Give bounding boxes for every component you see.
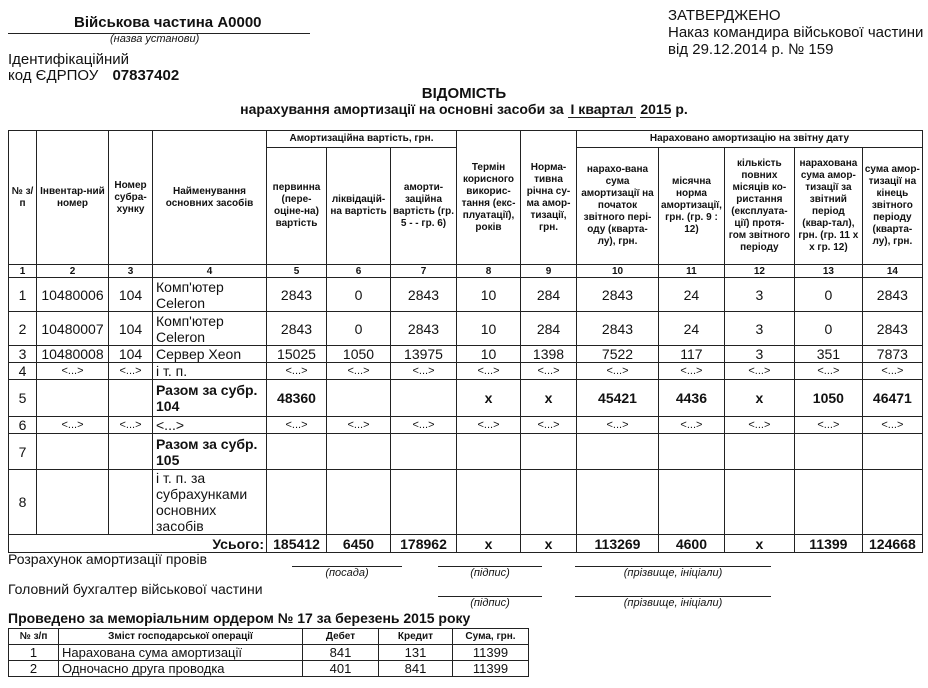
table-cell xyxy=(267,470,327,535)
subtitle-suffix: р. xyxy=(675,101,688,117)
table-row xyxy=(9,380,923,417)
col-number: 9 xyxy=(521,265,577,278)
table-cell: х xyxy=(457,380,521,417)
total-cell: 124668 xyxy=(862,535,922,553)
table-cell xyxy=(391,434,457,470)
table-cell: <...> xyxy=(327,417,391,434)
row-number: 7 xyxy=(9,434,37,470)
table-cell: <...> xyxy=(521,417,577,434)
row-number: 4 xyxy=(9,363,37,380)
table-cell: 1398 xyxy=(521,346,577,363)
memo-row xyxy=(9,661,529,677)
table-row xyxy=(9,346,923,363)
name-caption: (прізвище, ініціали) xyxy=(623,567,723,579)
page-title: ВІДОМІСТЬ xyxy=(421,85,507,102)
col-number: 13 xyxy=(794,265,862,278)
table-row xyxy=(9,312,923,346)
total-cell: 113269 xyxy=(577,535,659,553)
table-cell: 2843 xyxy=(267,278,327,312)
subtitle-year: 2015 xyxy=(640,101,672,117)
total-cell: 178962 xyxy=(391,535,457,553)
table-cell: 10480007 xyxy=(37,312,109,346)
table-cell: 7873 xyxy=(862,346,922,363)
total-cell: х xyxy=(724,535,794,553)
memo-title: Проведено за меморіальним ордером № 17 за березень 2015 року xyxy=(8,610,471,626)
table-cell: 45421 xyxy=(577,380,659,417)
total-cell: 11399 xyxy=(794,535,862,553)
col-number: 2 xyxy=(37,265,109,278)
table-cell: <...> xyxy=(109,417,153,434)
table-cell xyxy=(659,434,725,470)
memo-cell: Одночасно друга проводка xyxy=(59,661,303,677)
asset-name-cell: Разом за субр. 104 xyxy=(153,380,267,417)
col-number: 12 xyxy=(724,265,794,278)
table-cell: 10480006 xyxy=(37,278,109,312)
table-cell: <...> xyxy=(659,363,725,380)
table-cell: <...> xyxy=(109,363,153,380)
table-cell: 3 xyxy=(724,278,794,312)
col-number: 5 xyxy=(267,265,327,278)
col-number: 11 xyxy=(659,265,725,278)
table-cell xyxy=(327,470,391,535)
total-cell: 6450 xyxy=(327,535,391,553)
table-cell: 351 xyxy=(794,346,862,363)
memo-cell: 2 xyxy=(9,661,59,677)
table-cell: 2843 xyxy=(862,278,922,312)
name-caption: (прізвище, ініціали) xyxy=(623,597,723,609)
asset-name-cell: і т. п. за субрахунками основних засобів xyxy=(153,470,267,535)
memo-table xyxy=(8,628,529,677)
memo-cell: 11399 xyxy=(453,661,529,677)
table-cell: 2843 xyxy=(391,312,457,346)
row-number: 3 xyxy=(9,346,37,363)
row-number: 2 xyxy=(9,312,37,346)
row-number: 1 xyxy=(9,278,37,312)
table-cell: 2843 xyxy=(577,278,659,312)
table-cell: <...> xyxy=(577,363,659,380)
memo-row xyxy=(9,645,529,661)
asset-name-cell: <...> xyxy=(153,417,267,434)
table-cell xyxy=(577,434,659,470)
row-number: 5 xyxy=(9,380,37,417)
col-number: 14 xyxy=(862,265,922,278)
table-cell: 0 xyxy=(794,312,862,346)
table-cell xyxy=(724,434,794,470)
table-cell xyxy=(327,434,391,470)
table-cell: 4436 xyxy=(659,380,725,417)
table-cell: <...> xyxy=(327,363,391,380)
subtitle-prefix: нарахування амортизації на основні засоби за xyxy=(240,101,564,117)
calc-label: Розрахунок амортизації провів xyxy=(8,551,208,567)
memo-cell: Нарахована сума амортизації xyxy=(59,645,303,661)
col-number: 8 xyxy=(457,265,521,278)
table-cell xyxy=(659,470,725,535)
table-cell: 10 xyxy=(457,278,521,312)
memo-cell: 11399 xyxy=(453,645,529,661)
memo-header: Дебет xyxy=(303,629,379,645)
header-useful-life: Термін корисного викорис-тання (екс-плуатації), років xyxy=(457,131,521,265)
asset-name-cell: Разом за субр. 105 xyxy=(153,434,267,470)
table-cell xyxy=(521,470,577,535)
table-cell: х xyxy=(724,380,794,417)
col-number: 3 xyxy=(109,265,153,278)
table-cell: 0 xyxy=(327,312,391,346)
approved-label: ЗАТВЕРДЖЕНО xyxy=(668,7,781,24)
table-cell: <...> xyxy=(521,363,577,380)
table-cell: <...> xyxy=(267,363,327,380)
table-cell: 10 xyxy=(457,312,521,346)
col-number: 7 xyxy=(391,265,457,278)
table-cell: <...> xyxy=(391,363,457,380)
table-cell: 7522 xyxy=(577,346,659,363)
signature-caption: (підпис) xyxy=(470,567,510,579)
approval-block xyxy=(668,7,923,58)
table-cell xyxy=(794,470,862,535)
total-cell: х xyxy=(457,535,521,553)
table-cell: 2843 xyxy=(862,312,922,346)
memo-header: Сума, грн. xyxy=(453,629,529,645)
table-cell: 0 xyxy=(327,278,391,312)
table-row xyxy=(9,417,923,434)
table-cell: 24 xyxy=(659,312,725,346)
table-cell: 0 xyxy=(794,278,862,312)
table-cell: <...> xyxy=(37,417,109,434)
header-group-accrued: Нараховано амортизацію на звітну дату xyxy=(577,131,923,148)
memo-cell: 841 xyxy=(303,645,379,661)
table-cell xyxy=(391,380,457,417)
position-caption: (посада) xyxy=(325,567,369,579)
header-months-used: кількість повних місяців ко-ристання (експлуата-ції) протя-гом звітного періоду xyxy=(724,148,794,265)
table-cell: <...> xyxy=(659,417,725,434)
order-line-1: Наказ командира військової частини xyxy=(668,24,924,41)
page-subtitle xyxy=(0,101,928,117)
asset-name-cell: і т. п. xyxy=(153,363,267,380)
table-cell: 104 xyxy=(109,278,153,312)
table-cell xyxy=(109,470,153,535)
total-label: Усього: xyxy=(9,535,267,553)
table-cell: <...> xyxy=(391,417,457,434)
table-cell: 24 xyxy=(659,278,725,312)
table-cell xyxy=(267,434,327,470)
header-accrued-start: нарахо-вана сума амортизації на початок звітного пері-оду (кварта-лу), грн. xyxy=(577,148,659,265)
header-asset-name: Найменування основних засобів xyxy=(153,131,267,265)
total-cell: х xyxy=(521,535,577,553)
table-cell: 46471 xyxy=(862,380,922,417)
ident-label-2: код ЄДРПОУ xyxy=(8,67,99,84)
table-cell: <...> xyxy=(794,363,862,380)
table-cell: 284 xyxy=(521,312,577,346)
table-cell xyxy=(457,434,521,470)
table-cell: 10480008 xyxy=(37,346,109,363)
table-cell xyxy=(391,470,457,535)
table-cell xyxy=(37,380,109,417)
table-cell: 2843 xyxy=(267,312,327,346)
table-cell: <...> xyxy=(794,417,862,434)
header-monthly-norm: місячна норма амортизації, грн. (гр. 9 : 12) xyxy=(659,148,725,265)
table-cell: <...> xyxy=(457,417,521,434)
memo-cell: 131 xyxy=(379,645,453,661)
memo-header: № з/п xyxy=(9,629,59,645)
col-number: 1 xyxy=(9,265,37,278)
table-cell: 2843 xyxy=(391,278,457,312)
memo-cell: 401 xyxy=(303,661,379,677)
table-cell: 10 xyxy=(457,346,521,363)
header-annual-norm: Норма-тивна річна су-ма амор-тизації, грн. xyxy=(521,131,577,265)
memo-header-row xyxy=(9,629,529,645)
table-cell xyxy=(37,470,109,535)
subtitle-period: І квартал xyxy=(568,101,637,118)
table-cell xyxy=(521,434,577,470)
table-row xyxy=(9,434,923,470)
table-cell: 1050 xyxy=(327,346,391,363)
table-cell xyxy=(577,470,659,535)
depreciation-table xyxy=(8,130,923,553)
table-cell xyxy=(862,470,922,535)
memo-cell: 1 xyxy=(9,645,59,661)
table-row xyxy=(9,363,923,380)
table-cell: 3 xyxy=(724,346,794,363)
ident-block xyxy=(8,52,179,84)
col-number: 4 xyxy=(153,265,267,278)
ident-label-1: Ідентифікаційний xyxy=(8,51,130,68)
table-cell xyxy=(862,434,922,470)
total-cell: 4600 xyxy=(659,535,725,553)
table-cell: 104 xyxy=(109,346,153,363)
col-number: 10 xyxy=(577,265,659,278)
ident-code: 07837402 xyxy=(112,67,180,84)
table-cell: 15025 xyxy=(267,346,327,363)
table-cell: 104 xyxy=(109,312,153,346)
header-accrued-end: сума амор-тизації на кінець звітного періоду (кварта-лу), грн. xyxy=(862,148,922,265)
table-cell: 2843 xyxy=(577,312,659,346)
header-no: № з/п xyxy=(9,131,37,265)
table-cell: <...> xyxy=(862,363,922,380)
column-numbers-row xyxy=(9,265,923,278)
table-cell: х xyxy=(521,380,577,417)
memo-header: Кредит xyxy=(379,629,453,645)
table-cell xyxy=(457,470,521,535)
chief-label: Головний бухгалтер військової частини xyxy=(8,581,263,597)
memo-header: Зміст господарської операції xyxy=(59,629,303,645)
signature-caption: (підпис) xyxy=(470,597,510,609)
asset-name-cell: Комп'ютер Celeron xyxy=(153,278,267,312)
table-cell: <...> xyxy=(724,363,794,380)
table-row xyxy=(9,278,923,312)
total-row xyxy=(9,535,923,553)
header-depreciable-value: аморти-заційна вартість (гр. 5 - - гр. 6) xyxy=(391,148,457,265)
table-cell: 117 xyxy=(659,346,725,363)
asset-name-cell: Комп'ютер Celeron xyxy=(153,312,267,346)
asset-name-cell: Сервер Xeon xyxy=(153,346,267,363)
table-cell xyxy=(327,380,391,417)
unit-caption: (назва установи) xyxy=(110,33,200,45)
header-accrued-period: нарахована сума амор-тизації за звітний період (квар-тал), грн. (гр. 11 х х гр. 12) xyxy=(794,148,862,265)
table-cell xyxy=(724,470,794,535)
table-row xyxy=(9,470,923,535)
table-cell: 1050 xyxy=(794,380,862,417)
row-number: 6 xyxy=(9,417,37,434)
table-cell xyxy=(109,434,153,470)
header-group-depreciable-value: Амортизаційна вартість, грн. xyxy=(267,131,457,148)
col-number: 6 xyxy=(327,265,391,278)
header-subaccount: Номер субра-хунку xyxy=(109,131,153,265)
table-cell: <...> xyxy=(862,417,922,434)
table-cell: 3 xyxy=(724,312,794,346)
row-number: 8 xyxy=(9,470,37,535)
table-cell xyxy=(794,434,862,470)
table-cell: 284 xyxy=(521,278,577,312)
memo-cell: 841 xyxy=(379,661,453,677)
table-cell: <...> xyxy=(37,363,109,380)
table-cell xyxy=(37,434,109,470)
table-cell: <...> xyxy=(457,363,521,380)
table-cell: 48360 xyxy=(267,380,327,417)
table-cell: <...> xyxy=(724,417,794,434)
unit-name: Військова частина А0000 xyxy=(74,14,262,31)
order-line-2: від 29.12.2014 р. № 159 xyxy=(668,41,834,58)
table-cell: <...> xyxy=(577,417,659,434)
table-cell: 13975 xyxy=(391,346,457,363)
total-cell: 185412 xyxy=(267,535,327,553)
header-initial-value: первинна (пере-оціне-на) вартість xyxy=(267,148,327,265)
table-cell: <...> xyxy=(267,417,327,434)
header-inventory-number: Інвентар-ний номер xyxy=(37,131,109,265)
table-cell xyxy=(109,380,153,417)
header-liquidation-value: ліквідацій-на вартість xyxy=(327,148,391,265)
